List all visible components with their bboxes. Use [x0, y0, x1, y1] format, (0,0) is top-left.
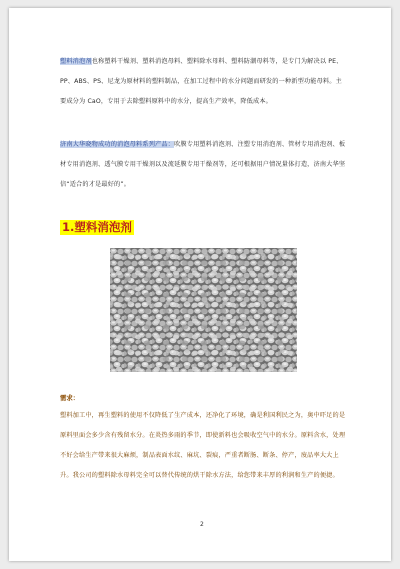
company-text: 吹膜专用塑料消泡剂、注塑专用消泡剂、管材专用消泡剂、板材专用消泡剂、透气膜专用干燥剂以及流延膜专用干燥剂等，还可根据用户情况量体打造，济南大华坚信“适合的才是最好的”。	[60, 141, 346, 188]
company-paragraph	[60, 135, 347, 195]
intro-paragraph	[60, 52, 347, 112]
page-number: 2	[200, 521, 204, 528]
section-heading: 1.塑料消泡剂	[62, 220, 132, 234]
intro-term: 塑料消泡剂	[60, 58, 92, 65]
document-page	[9, 8, 391, 561]
company-label: 济南大华晓物成功的消泡母料系列产品：	[60, 141, 175, 148]
requirements-paragraph: 塑料加工中，再生塑料的使用不仅降低了生产成本，还净化了环境，确是利国利民之为，奥中吓足的是原料里面会多少含有残留水分。在炎热多雨的季节，即使新料也会吸收空气中的水分。原料含水，处理不好会给生产带来很大麻烦，制品表面水纹、麻坑、裂痕，严重者断肠、断条、停产，废品率大大上升。我公司的塑料除水母料完全可以替代传统的烘干除水方法，给您带来丰厚的利润和生产的便捷。	[60, 412, 346, 479]
granules-image	[110, 248, 297, 372]
requirements-title: 需求：	[60, 394, 80, 402]
intro-text: 也称塑料干燥剂、塑料消泡母料、塑料除水母料、塑料防潮母料等，是专门为解决以 PE、PP、ABS、PS、尼龙为原材料的塑料制品，在加工过程中的水分问题而研发的一种新型功能母料。主要成分为 CaO，专用于去除塑料原料中的水分，提高生产效率，降低成本。	[60, 58, 343, 105]
granules-photo	[110, 248, 297, 372]
